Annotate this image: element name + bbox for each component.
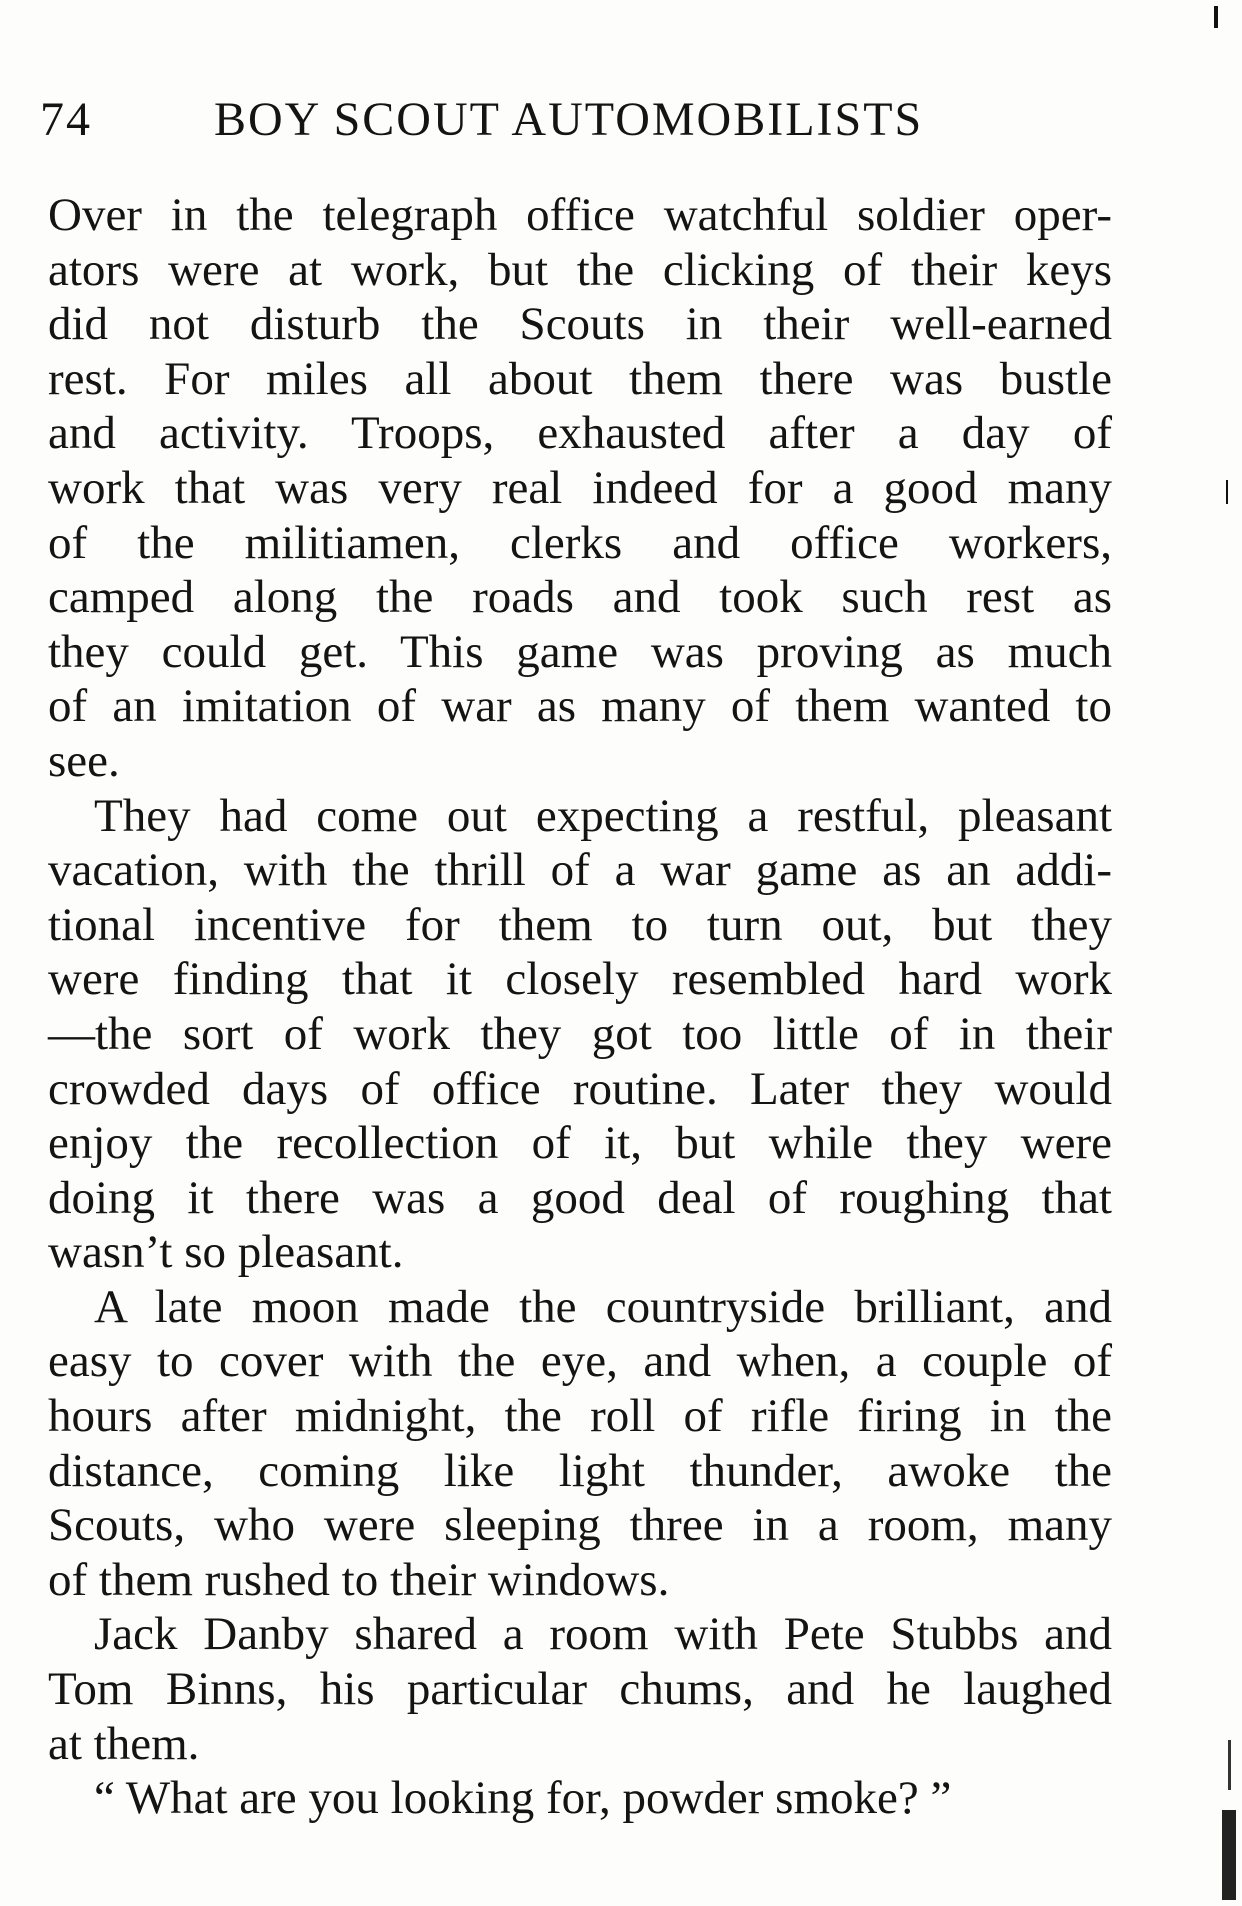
text-line: Jack Danby shared a room with Pete Stubbs and [94, 1608, 1112, 1661]
text-line: camped along the roads and took such rest as [48, 571, 1112, 624]
text-line: work that was very real indeed for a good many [48, 461, 1112, 514]
text-line: Scouts, who were sleeping three in a room, many [48, 1499, 1112, 1552]
text-line: of the militiamen, clerks and office workers, [48, 516, 1112, 569]
text-line: ators were at work, but the clicking of their keys [48, 243, 1112, 296]
scan-artifact [1214, 6, 1218, 28]
text-line: easy to cover with the eye, and when, a couple of [48, 1335, 1112, 1388]
text-line: they could get. This game was proving as much [48, 625, 1112, 678]
scan-artifact [1222, 1810, 1236, 1900]
text-line: crowded days of office routine. Later they would [48, 1062, 1112, 1115]
text-line: doing it there was a good deal of roughing that [48, 1171, 1112, 1224]
text-line: of an imitation of war as many of them wanted to [48, 680, 1112, 733]
body-text [48, 188, 1112, 1826]
text-line: Over in the telegraph office watchful soldier oper- [48, 189, 1112, 241]
scan-artifact [1226, 480, 1228, 504]
text-line: distance, coming like light thunder, awoke the [48, 1444, 1112, 1497]
text-line: and activity. Troops, exhausted after a day of [48, 407, 1112, 460]
text-line: see. [48, 734, 120, 787]
text-line: tional incentive for them to turn out, but they [48, 898, 1112, 951]
text-line: vacation, with the thrill of a war game as an addi- [48, 844, 1112, 897]
text-line: were finding that it closely resembled hard work [48, 953, 1112, 1006]
text-line: Tom Binns, his particular chums, and he laughed [48, 1663, 1112, 1716]
text-line: —the sort of work they got too little of in their [48, 1007, 1112, 1060]
text-line: “ What are you looking for, powder smoke? ” [94, 1772, 952, 1825]
text-line: of them rushed to their windows. [48, 1553, 670, 1606]
text-line: did not disturb the Scouts in their well-earned [48, 298, 1112, 351]
page-number: 74 [40, 93, 92, 146]
text-line: enjoy the recollection of it, but while they were [48, 1117, 1112, 1170]
text-line: wasn’t so pleasant. [48, 1226, 404, 1279]
text-line: They had come out expecting a restful, pleasant [94, 789, 1112, 842]
book-title: BOY SCOUT AUTOMOBILISTS [214, 93, 924, 146]
scan-artifact [1228, 1740, 1231, 1790]
text-line: rest. For miles all about them there was bustle [48, 352, 1112, 405]
text-line: hours after midnight, the roll of rifle firing in the [48, 1390, 1112, 1443]
text-line: A late moon made the countryside brilliant, and [94, 1280, 1112, 1333]
text-line: at them. [48, 1717, 200, 1770]
running-head [40, 92, 1120, 152]
